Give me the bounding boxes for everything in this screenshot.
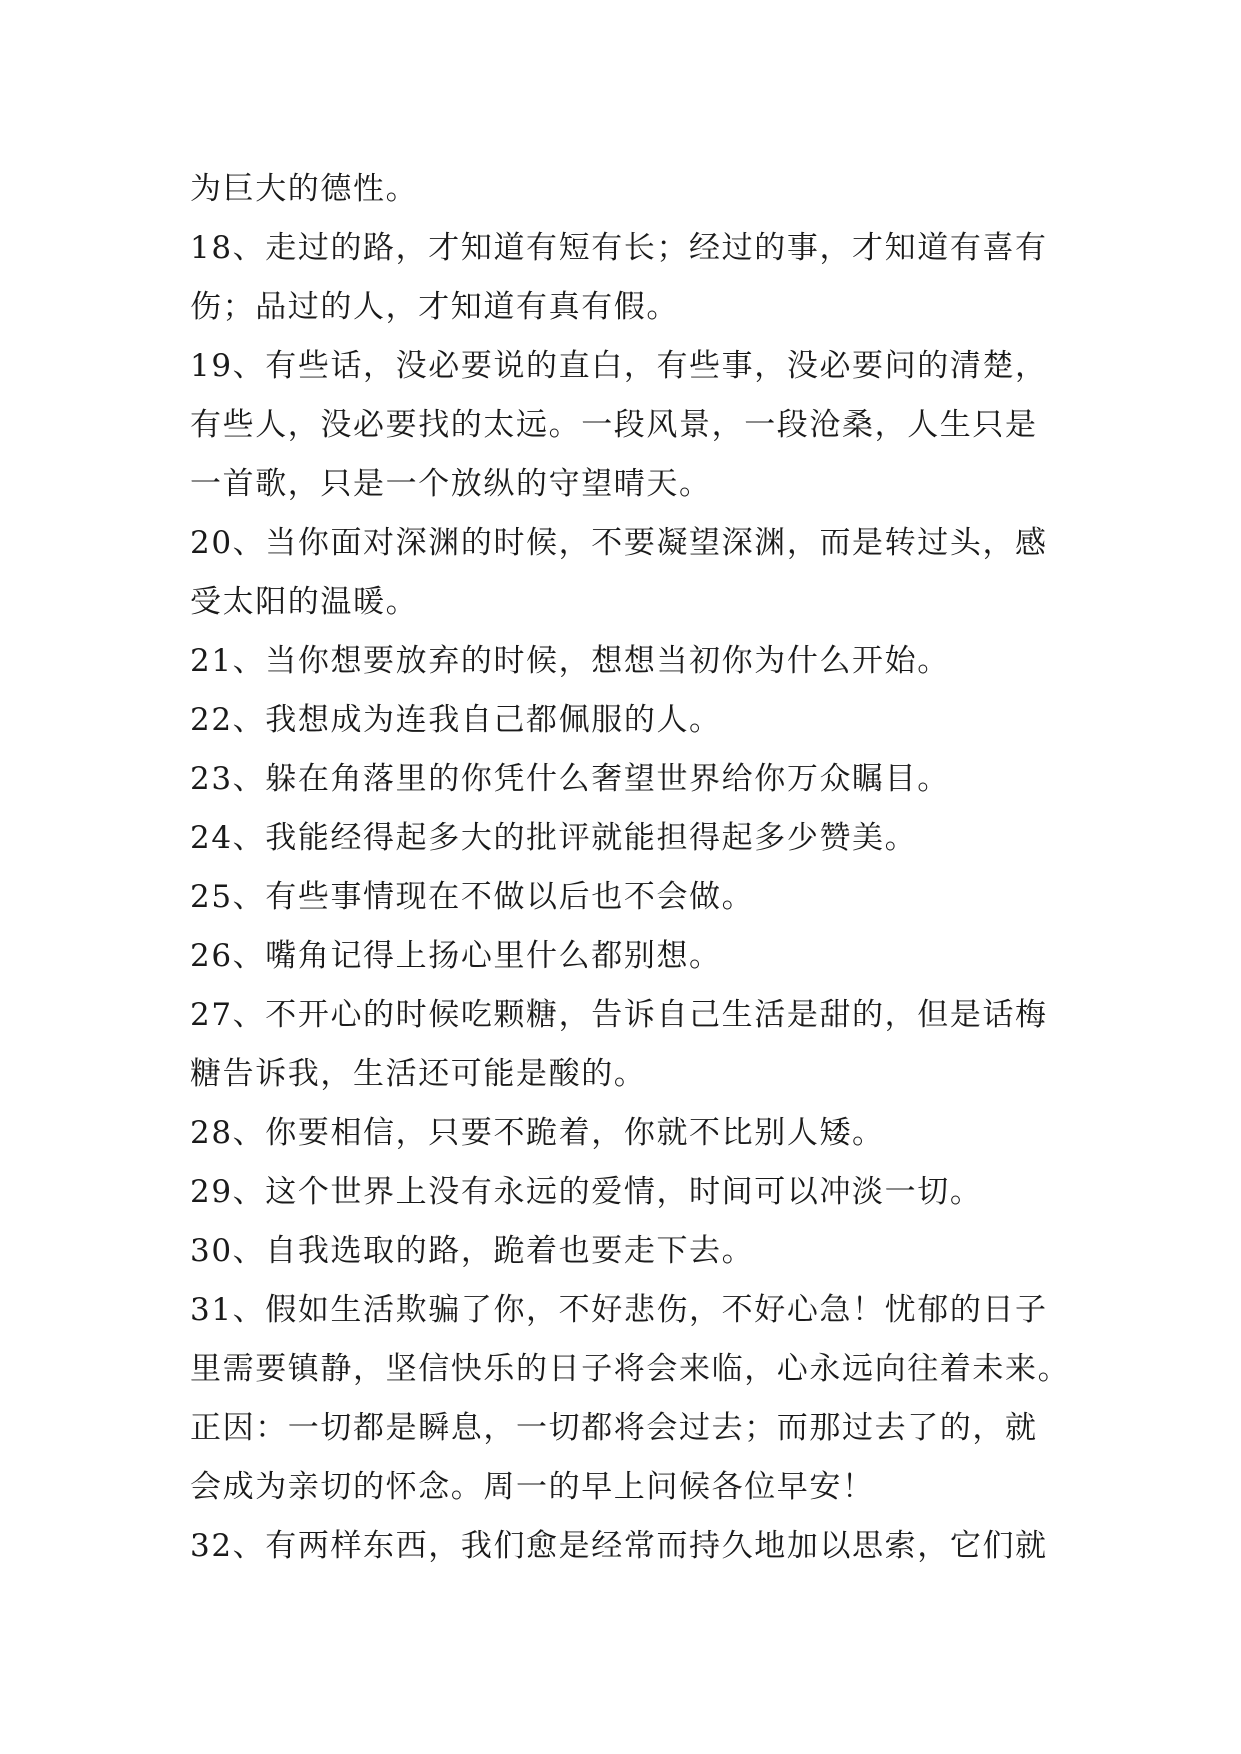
text-line: 28、你要相信，只要不跪着，你就不比别人矮。: [190, 1115, 885, 1151]
text-line: 糖告诉我，生活还可能是酸的。: [190, 1056, 647, 1092]
text-line: 27、不开心的时候吃颗糖，告诉自己生活是甜的，但是话梅: [190, 997, 1048, 1033]
text-line: 19、有些话，没必要说的直白，有些事，没必要问的清楚，: [190, 348, 1048, 384]
text-line: 29、这个世界上没有永远的爱情，时间可以冲淡一切。: [190, 1174, 983, 1210]
text-line: 伤；品过的人，才知道有真有假。: [190, 289, 679, 325]
text-line: 正因：一切都是瞬息，一切都将会过去；而那过去了的，就: [190, 1410, 1038, 1446]
text-line: 会成为亲切的怀念。周一的早上问候各位早安！: [190, 1469, 875, 1505]
text-line: 受太阳的温暖。: [190, 584, 419, 620]
text-line: 24、我能经得起多大的批评就能担得起多少赞美。: [190, 820, 918, 856]
text-line: 30、自我选取的路，跪着也要走下去。: [190, 1233, 755, 1269]
text-line: 23、躲在角落里的你凭什么奢望世界给你万众瞩目。: [190, 761, 950, 797]
text-line: 25、有些事情现在不做以后也不会做。: [190, 879, 755, 915]
text-line: 为巨大的德性。: [190, 171, 419, 207]
text-line: 31、假如生活欺骗了你，不好悲伤，不好心急！忧郁的日子: [190, 1292, 1048, 1328]
text-line: 20、当你面对深渊的时候，不要凝望深渊，而是转过头，感: [190, 525, 1048, 561]
text-line: 26、嘴角记得上扬心里什么都别想。: [190, 938, 722, 974]
text-line: 一首歌，只是一个放纵的守望晴天。: [190, 466, 712, 502]
text-line: 有些人，没必要找的太远。一段风景，一段沧桑，人生只是: [190, 407, 1038, 443]
text-line: 22、我想成为连我自己都佩服的人。: [190, 702, 722, 738]
document-body: [190, 160, 1070, 1576]
text-line: 里需要镇静，坚信快乐的日子将会来临，心永远向往着未来。: [190, 1351, 1071, 1387]
text-line: 21、当你想要放弃的时候，想想当初你为什么开始。: [190, 643, 950, 679]
text-line: 32、有两样东西，我们愈是经常而持久地加以思索，它们就: [190, 1528, 1048, 1564]
text-line: 18、走过的路，才知道有短有长；经过的事，才知道有喜有: [190, 230, 1048, 266]
